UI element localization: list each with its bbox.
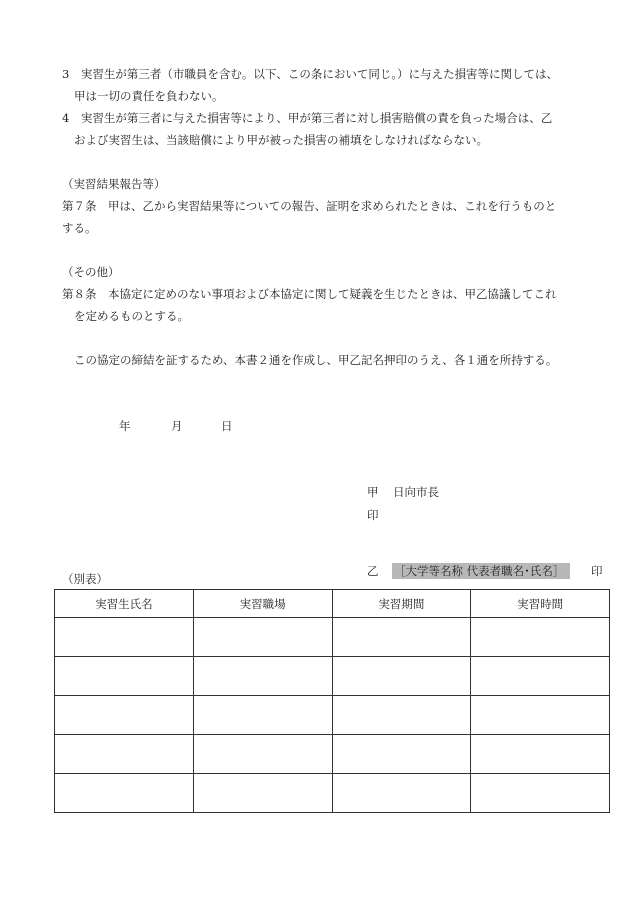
table-cell — [471, 657, 610, 696]
date-year: 年 — [119, 419, 131, 433]
table-cell — [193, 774, 332, 813]
table-row — [55, 774, 610, 813]
table-cell — [55, 618, 194, 657]
clause-4-line-1: 4 実習生が第三者に与えた損害等により、甲が第三者に対し損害賠償の責を負った場合は、乙 — [62, 111, 553, 125]
table-cell — [55, 774, 194, 813]
party-a-name: 日向市長 — [393, 485, 439, 499]
article-8-heading: （その他） — [62, 265, 120, 279]
table-row — [55, 696, 610, 735]
annex-label: （別表） — [62, 572, 108, 586]
header-workplace: 実習職場 — [193, 590, 332, 618]
party-b-mark: 乙 — [367, 564, 379, 578]
party-b-seal: 印 — [591, 564, 603, 578]
table-cell — [193, 696, 332, 735]
article-7-heading: （実習結果報告等） — [62, 177, 166, 191]
header-trainee-name: 実習生氏名 — [55, 590, 194, 618]
party-a-seal: 印 — [367, 508, 379, 522]
clause-3-line-1: 3 実習生が第三者（市職員を含む。以下、この条において同じ。）に与えた損害等に関しては、 — [62, 67, 559, 81]
date-month: 月 — [171, 419, 183, 433]
article-7-line-2: する。 — [62, 221, 97, 235]
table-cell — [193, 657, 332, 696]
header-period: 実習期間 — [332, 590, 471, 618]
party-b-name-placeholder: ［大学等名称 代表者職名･氏名］ — [392, 563, 570, 579]
table-row — [55, 735, 610, 774]
date-day: 日 — [221, 419, 233, 433]
table-cell — [471, 696, 610, 735]
article-7-line-1: 第７条 甲は、乙から実習結果等についての報告、証明を求められたときは、これを行うものと — [62, 199, 557, 213]
table-cell — [55, 696, 194, 735]
table-cell — [471, 774, 610, 813]
table-cell — [332, 657, 471, 696]
table-cell — [332, 735, 471, 774]
table-cell — [332, 774, 471, 813]
article-8-line-2: を定めるものとする。 — [74, 309, 189, 323]
table-cell — [471, 735, 610, 774]
table-cell — [332, 696, 471, 735]
annex-table — [54, 589, 610, 813]
clause-4-line-2: および実習生は、当該賠償により甲が被った損害の補填をしなければならない。 — [74, 133, 488, 147]
table-row — [55, 657, 610, 696]
article-8-line-1: 第８条 本協定に定めのない事項および本協定に関して疑義を生じたときは、甲乙協議してこれ — [62, 287, 557, 301]
table-cell — [55, 657, 194, 696]
header-hours: 実習時間 — [471, 590, 610, 618]
annex-header-row — [55, 590, 610, 618]
table-cell — [193, 618, 332, 657]
clause-3-line-2: 甲は一切の責任を負わない。 — [74, 89, 224, 103]
table-cell — [332, 618, 471, 657]
party-a-mark: 甲 — [367, 485, 379, 499]
table-cell — [471, 618, 610, 657]
table-cell — [55, 735, 194, 774]
closing-statement: この協定の締結を証するため、本書２通を作成し、甲乙記名押印のうえ、各１通を所持する。 — [74, 353, 558, 367]
table-row — [55, 618, 610, 657]
table-cell — [193, 735, 332, 774]
